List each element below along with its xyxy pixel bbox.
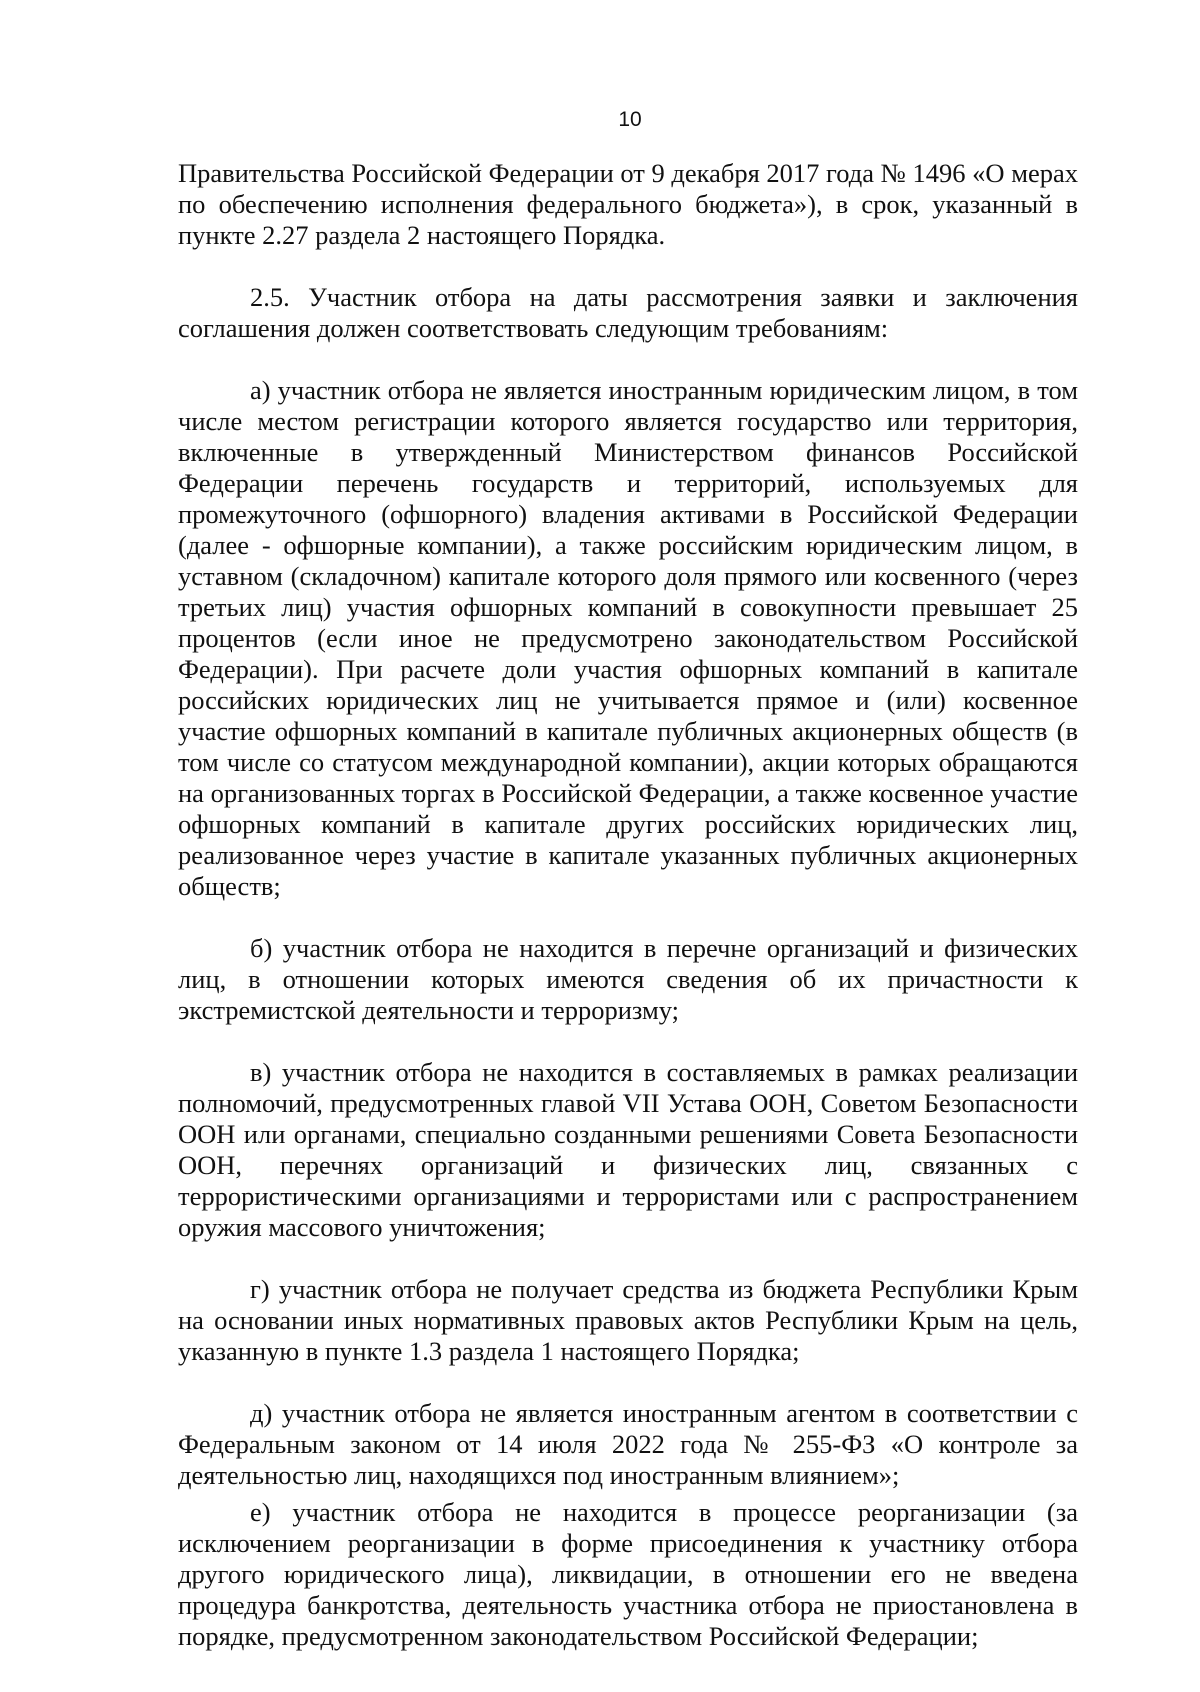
document-body xyxy=(178,158,1078,1652)
page-number: 10 xyxy=(618,108,642,131)
paragraph-item-b: б) участник отбора не находится в перечне организаций и физических лиц, в отношении которых имеются сведения об их причастности к экстремистской деятельности и терроризму; xyxy=(178,933,1078,1025)
paragraph-item-e: е) участник отбора не находится в процессе реорганизации (за исключением реорганизации в форме присоединения к участнику отбора другого юридического лица), ликвидации, в отношении его не введена процедура банкротства, деятельность участника отбора не приостановлена в порядке, предусмотренном законодательством Российской Федерации; xyxy=(178,1497,1078,1651)
paragraph-item-d: д) участник отбора не является иностранным агентом в соответствии с Федеральным законом от 14 июля 2022 года № 255-ФЗ «О контроле за деятельностью лиц, находящихся под иностранным влиянием»; xyxy=(178,1398,1078,1490)
paragraph-item-v: в) участник отбора не находится в составляемых в рамках реализации полномочий, предусмотренных главой VII Устава ООН, Советом Безопасности ООН или органами, специально созданными решениями Совета Безопасности ООН, перечнях организаций и физических лиц, связанных с террористическими организациями и террористами или с распространением оружия массового уничтожения; xyxy=(178,1057,1078,1242)
paragraph-item-a: а) участник отбора не является иностранным юридическим лицом, в том числе местом регистрации которого является государство или территория, включенные в утвержденный Министерством финансов Российской Федерации перечень государств и территорий, используемых для промежуточного (офшорного) владения активами в Российской Федерации (далее - офшорные компании), а также российским юридическим лицом, в уставном (складочном) капитале которого доля прямого или косвенного (через третьих лиц) участия офшорных компаний в совокупности превышает 25 процентов (если иное не предусмотрено законодательством Российской Федерации). При расчете доли участия офшорных компаний в капитале российских юридических лиц не учитывается прямое и (или) косвенное участие офшорных компаний в капитале публичных акционерных обществ (в том числе со статусом международной компании), акции которых обращаются на организованных торгах в Российской Федерации, а также косвенное участие офшорных компаний в капитале других российских юридических лиц, реализованное через участие в капитале указанных публичных акционерных обществ; xyxy=(178,375,1078,901)
paragraph-2-5: 2.5. Участник отбора на даты рассмотрения заявки и заключения соглашения должен соответствовать следующим требованиям: xyxy=(178,282,1078,343)
paragraph-item-g: г) участник отбора не получает средства из бюджета Республики Крым на основании иных нормативных правовых актов Республики Крым на цель, указанную в пункте 1.3 раздела 1 настоящего Порядка; xyxy=(178,1274,1078,1366)
paragraph-continuation: Правительства Российской Федерации от 9 декабря 2017 года № 1496 «О мерах по обеспечению исполнения федерального бюджета»), в срок, указанный в пункте 2.27 раздела 2 настоящего Порядка. xyxy=(178,158,1078,250)
